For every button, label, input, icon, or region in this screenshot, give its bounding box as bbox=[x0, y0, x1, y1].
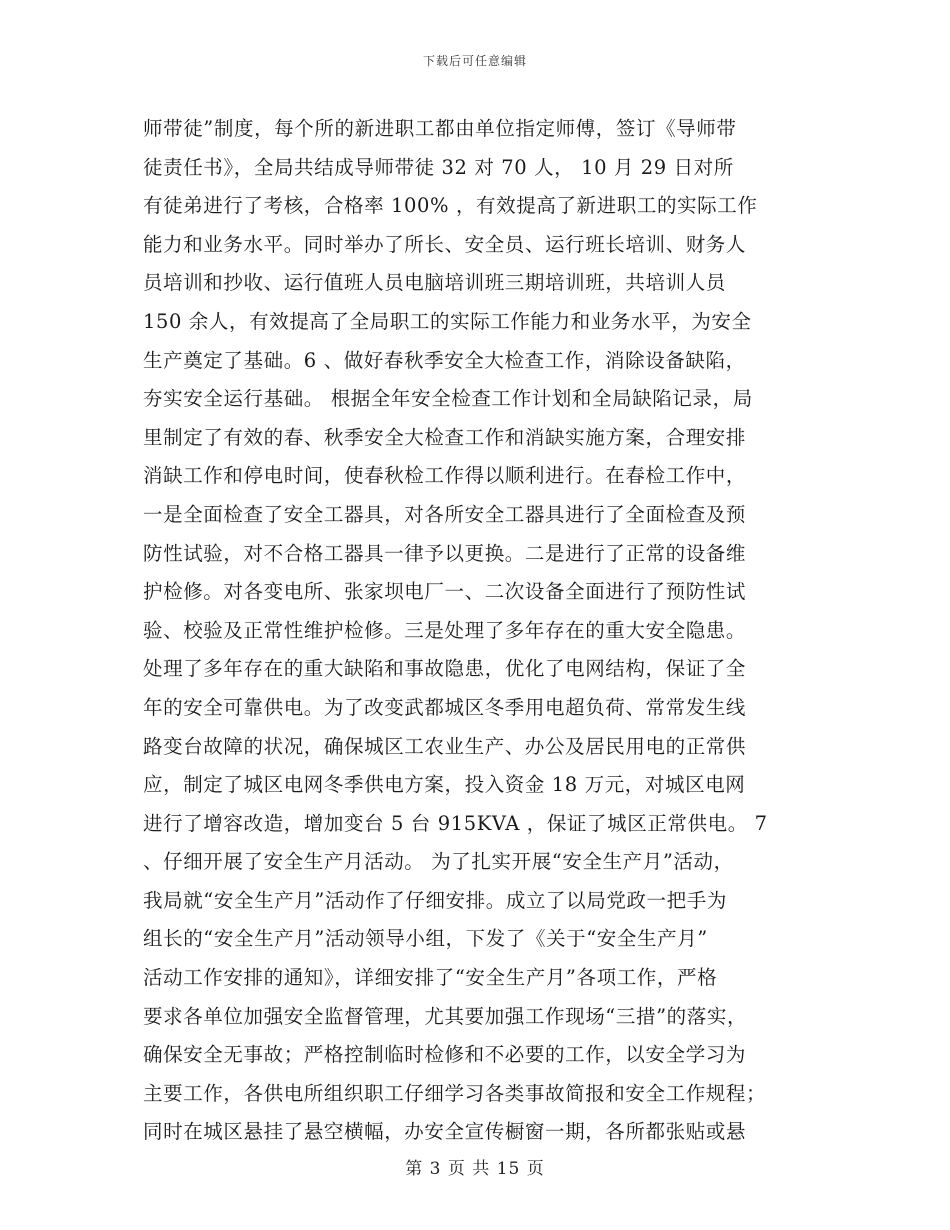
text-line-3: 有徒弟进行了考核，合格率 100% ，有效提高了新进职工的实际工作 bbox=[143, 194, 758, 218]
text-line-18: 应，制定了城区电网冬季供电方案，投入资金 18 万元，对城区电网 bbox=[143, 773, 746, 797]
text-line-1: 师带徒”制度，每个所的新进职工都由单位指定师傅，签订《导师带 bbox=[143, 117, 737, 140]
page-number-footer: 第 3 页 共 15 页 bbox=[405, 1159, 545, 1179]
text-line-7: 生产奠定了基础。6 、做好春秋季安全大检查工作，消除设备缺陷， bbox=[143, 348, 746, 372]
text-line-22: 组长的“安全生产月”活动领导小组，下发了《关于“安全生产月” bbox=[143, 927, 708, 951]
text-line-23: 活动工作安排的通知》，详细安排了“安全生产月”各项工作，严格 bbox=[143, 966, 718, 990]
text-line-15: 处理了多年存在的重大缺陷和事故隐患，优化了电网结构，保证了全 bbox=[143, 657, 747, 681]
text-line-17: 路变台故障的状况，确保城区工农业生产、办公及居民用电的正常供 bbox=[143, 734, 747, 758]
page-header: 下载后可任意编辑 bbox=[422, 54, 527, 68]
text-line-19: 进行了增容改造，增加变台 5 台 915KVA ，保证了城区正常供电。 7 bbox=[143, 811, 768, 835]
text-line-26: 主要工作，各供电所组织职工仔细学习各类事故简报和安全工作规程； bbox=[143, 1081, 767, 1105]
text-line-4: 能力和业务水平。同时举办了所长、安全员、运行班长培训、财务人 bbox=[143, 232, 747, 256]
text-line-25: 确保安全无事故；严格控制临时检修和不必要的工作，以安全学习为 bbox=[143, 1043, 747, 1067]
text-line-5: 员培训和抄收、运行值班人员电脑培训班三期培训班，共培训人员 bbox=[143, 271, 726, 295]
text-line-6: 150 余人，有效提高了全局职工的实际工作能力和业务水平，为安全 bbox=[143, 309, 752, 333]
text-line-24: 要求各单位加强安全监督管理，尤其要加强工作现场“三措”的落实， bbox=[143, 1004, 748, 1028]
text-line-11: 一是全面检查了安全工器具，对各所安全工器具进行了全面检查及预 bbox=[143, 502, 747, 526]
text-line-10: 消缺工作和停电时间，使春秋检工作得以顺利进行。在春检工作中， bbox=[143, 464, 747, 488]
text-line-21: 我局就“安全生产月”活动作了仔细安排。成立了以局党政一把手为 bbox=[143, 888, 727, 912]
text-line-9: 里制定了有效的春、秋季安全大检查工作和消缺实施方案，合理安排 bbox=[143, 425, 747, 449]
text-line-2: 徒责任书》，全局共结成导师带徒 32 对 70 人， 10 月 29 日对所 bbox=[143, 155, 734, 179]
text-line-16: 年的安全可靠供电。为了改变武都城区冬季用电超负荷、常常发生线 bbox=[143, 695, 747, 719]
text-line-8: 夯实安全运行基础。 根据全年安全检查工作计划和全局缺陷记录，局 bbox=[143, 387, 753, 411]
text-line-13: 护检修。对各变电所、张家坝电厂一、二次设备全面进行了预防性试 bbox=[143, 580, 747, 604]
text-line-27: 同时在城区悬挂了悬空横幅，办安全宣传橱窗一期，各所都张贴或悬 bbox=[143, 1120, 747, 1144]
document-body bbox=[143, 110, 803, 1152]
text-line-12: 防性试验，对不合格工器具一律予以更换。二是进行了正常的设备维 bbox=[143, 541, 747, 565]
text-line-14: 验、校验及正常性维护检修。三是处理了多年存在的重大安全隐患。 bbox=[143, 618, 747, 642]
text-line-20: 、仔细开展了安全生产月活动。 为了扎实开展“安全生产月”活动， bbox=[143, 850, 734, 874]
